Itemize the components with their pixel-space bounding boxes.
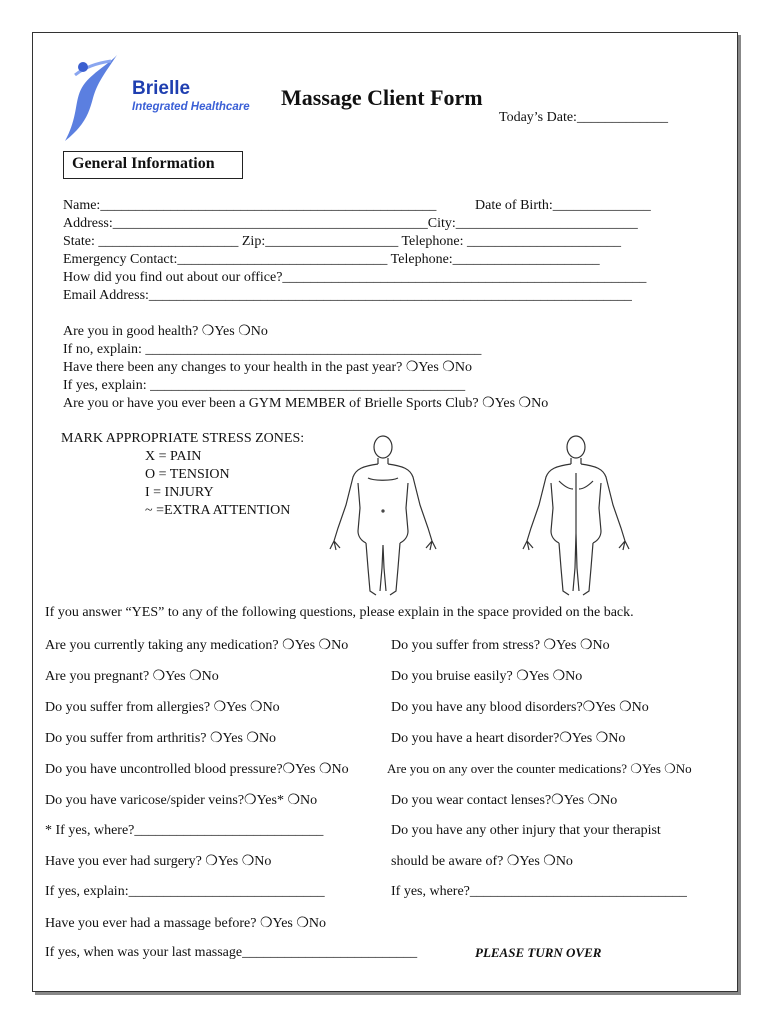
legend-pain: X = PAIN (145, 449, 202, 464)
emergency-contact-field[interactable]: Emergency Contact:______________________________ Telephone:_____________________ (63, 252, 600, 267)
logo (55, 53, 295, 143)
logo-subtitle: Integrated Healthcare (132, 101, 250, 113)
health-changes-question[interactable]: Have there been any changes to your health in the past year? ❍Yes ❍No (63, 360, 472, 375)
email-field[interactable]: Email Address:_____________________________________________________________________ (63, 288, 632, 303)
right-question-3[interactable]: Do you have any blood disorders?❍Yes ❍No (391, 700, 649, 715)
logo-brand: Brielle (132, 78, 191, 99)
left-question-3[interactable]: Do you suffer from allergies? ❍Yes ❍No (45, 700, 280, 715)
left-question-10[interactable]: Have you ever had a massage before? ❍Yes ❍No (45, 916, 327, 931)
left-question-6[interactable]: Do you have varicose/spider veins?❍Yes* ❍No (45, 793, 318, 808)
left-question-5[interactable]: Do you have uncontrolled blood pressure?❍Yes ❍No (45, 762, 349, 777)
right-question-7[interactable]: Do you have any other injury that your therapist (391, 823, 661, 838)
legend-tension: O = TENSION (145, 467, 230, 482)
right-question-9[interactable]: If yes, where?_______________________________ (391, 884, 687, 899)
todays-date-field[interactable]: Today’s Date:_____________ (499, 110, 668, 125)
form-page (32, 32, 738, 992)
form-title: Massage Client Form (281, 85, 483, 110)
left-question-4[interactable]: Do you suffer from arthritis? ❍Yes ❍No (45, 731, 277, 746)
left-question-7[interactable]: * If yes, where?___________________________ (45, 823, 324, 838)
general-info-heading: General Information (63, 151, 243, 179)
good-health-question[interactable]: Are you in good health? ❍Yes ❍No (63, 324, 268, 339)
right-question-1[interactable]: Do you suffer from stress? ❍Yes ❍No (391, 638, 610, 653)
how-found-field[interactable]: How did you find out about our office?____________________________________________________ (63, 270, 647, 285)
right-question-6[interactable]: Do you wear contact lenses?❍Yes ❍No (391, 793, 618, 808)
gym-member-question[interactable]: Are you or have you ever been a GYM MEMBER of Brielle Sports Club? ❍Yes ❍No (63, 396, 549, 411)
address-city-field[interactable]: Address:_____________________________________________City:__________________________ (63, 216, 638, 231)
please-turn-over: PLEASE TURN OVER (475, 945, 602, 960)
left-question-1[interactable]: Are you currently taking any medication? ❍Yes ❍No (45, 638, 349, 653)
right-question-2[interactable]: Do you bruise easily? ❍Yes ❍No (391, 669, 583, 684)
legend-injury: I = INJURY (145, 485, 214, 500)
state-zip-telephone-field[interactable]: State: ____________________ Zip:___________________ Telephone: ______________________ (63, 234, 621, 249)
right-question-8[interactable]: should be aware of? ❍Yes ❍No (391, 854, 573, 869)
stress-zones-heading: MARK APPROPRIATE STRESS ZONES: (61, 431, 305, 446)
body-back-diagram[interactable] (511, 433, 641, 598)
name-field[interactable]: Name:________________________________________________ (63, 198, 437, 213)
legend-extra-attention: ~ =EXTRA ATTENTION (145, 503, 291, 518)
left-question-11[interactable]: If yes, when was your last massage_________________________ (45, 945, 418, 960)
if-no-explain-field[interactable]: If no, explain: ________________________________________________ (63, 342, 482, 357)
left-question-2[interactable]: Are you pregnant? ❍Yes ❍No (45, 669, 219, 684)
logo-swoosh-icon (55, 53, 135, 143)
questions-intro: If you answer “YES” to any of the following questions, please explain in the space provided on the back. (45, 605, 634, 620)
dob-field[interactable]: Date of Birth:______________ (475, 198, 651, 213)
right-question-5[interactable]: Are you on any over the counter medications? ❍Yes ❍No (387, 761, 692, 776)
body-front-diagram[interactable] (318, 433, 448, 598)
left-question-9[interactable]: If yes, explain:____________________________ (45, 884, 325, 899)
right-question-4[interactable]: Do you have a heart disorder?❍Yes ❍No (391, 731, 626, 746)
left-question-8[interactable]: Have you ever had surgery? ❍Yes ❍No (45, 854, 272, 869)
if-yes-explain-field[interactable]: If yes, explain: _____________________________________________ (63, 378, 466, 393)
